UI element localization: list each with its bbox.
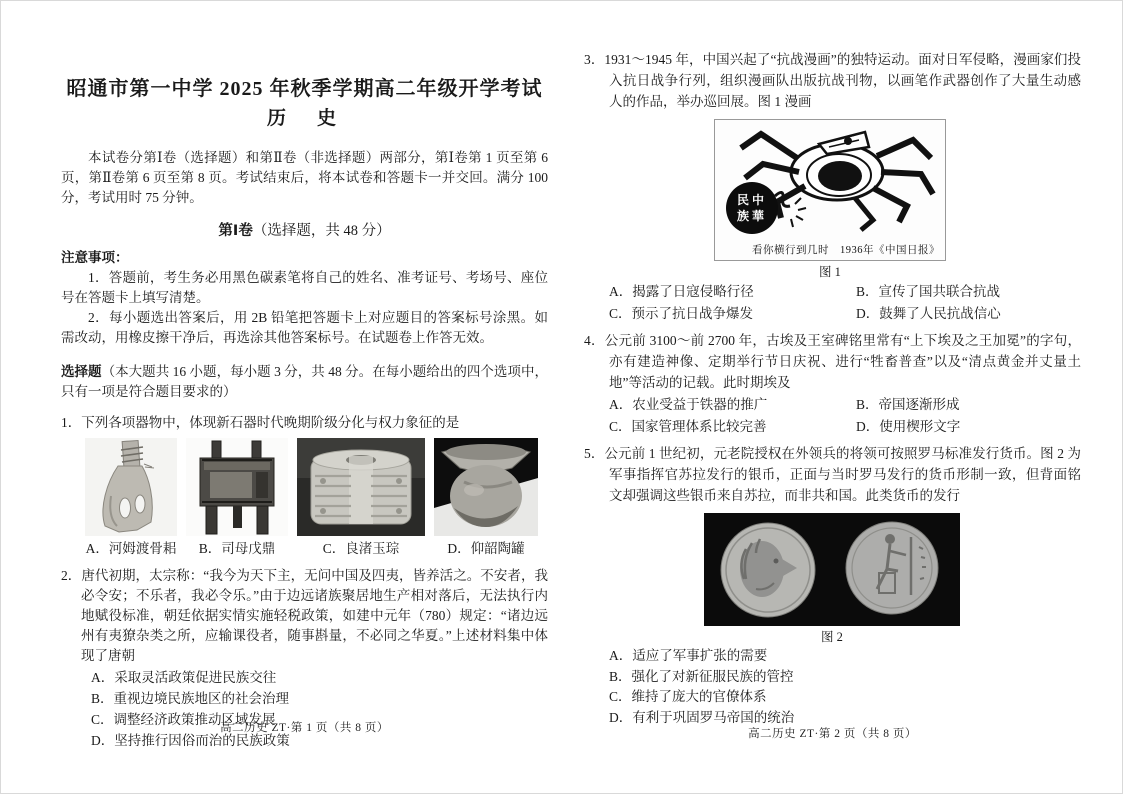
mcq-instructions <box>61 362 548 402</box>
question-5 <box>584 443 1081 728</box>
question-1-stem: 1．下列各项器物中，体现新石器时代晚期阶级分化与权力象征的是 <box>61 415 460 430</box>
question-1-option-labels <box>85 540 548 557</box>
question-3-option-d: D．鼓舞了人民抗战信心 <box>856 305 1001 321</box>
question-5-option-c: C．维持了庞大的官僚体系 <box>609 689 767 704</box>
question-2-option-b: B．重视边境民族地区的社会治理 <box>91 691 290 706</box>
figure-2-caption: 图 2 <box>821 630 843 644</box>
artifact-pottery-jar-image <box>434 438 538 536</box>
exam-subject: 历 史 <box>266 108 342 129</box>
bomb-text-row-2: 族華 <box>736 209 768 223</box>
cartoon-inline-caption: 看你横行到几时 1936年《中国日报》 <box>752 245 940 256</box>
page-1 <box>61 1 548 794</box>
question-5-options <box>584 646 1081 728</box>
artifact-bone-spade-image <box>85 438 177 536</box>
exam-intro-paragraph: 本试卷分第Ⅰ卷（选择题）和第Ⅱ卷（非选择题）两部分，第Ⅰ卷第 1 页至第 6 页，第Ⅱ卷第 6 页至第 8 页。考试结束后，将本试卷和答题卡一并交回。满分 100 分，考试用时 75 分钟。 <box>61 150 548 205</box>
question-2-option-d: D．坚持推行因俗而治的民族政策 <box>91 733 290 748</box>
question-2-stem: 2．唐代初期，太宗称：“我今为天下主，无问中国及四夷，皆养活之。不安者，我必令安；不乐者，我必令乐。”由于边远诸族聚居地生产相对落后，无法执行内地赋役标准，朝廷依据实情实施轻税政策，如建中元年（780）规定：“诸边远州有夷獠杂类之所，应输课役者，随事斟量，不必同之华夏。”上述材料集中体现了唐朝 <box>61 568 548 663</box>
bomb-text-row-1: 民中 <box>736 193 768 207</box>
question-5-option-a: A．适应了军事扩张的需要 <box>609 648 768 663</box>
notice-item-1: 1．答题前，考生务必用黑色碳素笔将自己的姓名、准考证号、考场号、座位号在答题卡上填写清楚。 <box>61 270 548 305</box>
question-3-option-c: C．预示了抗日战争爆发 <box>609 305 754 321</box>
question-3-options <box>584 281 1081 324</box>
question-5-option-b: B．强化了对新征服民族的管控 <box>609 668 794 684</box>
mcq-instructions-lead: 选择题 <box>61 364 102 379</box>
artifact-bronze-ding-image <box>186 438 288 536</box>
question-1-figure-row <box>85 438 548 536</box>
question-4 <box>584 330 1081 437</box>
question-1-option-d: D．仰韶陶罐 <box>447 541 525 556</box>
question-1-option-b: B．司母戊鼎 <box>198 541 276 556</box>
figure-1-block <box>714 119 946 280</box>
anti-japanese-crab-cartoon-image <box>714 119 946 261</box>
question-4-option-d: D．使用楔形文字 <box>856 418 961 434</box>
mcq-instructions-rest: （本大题共 16 小题，每小题 3 分，共 48 分。在每小题给出的四个选项中，只有一项是符合题目要求的） <box>61 364 549 399</box>
artifact-jade-cong-image <box>297 438 425 536</box>
question-4-option-c: C．国家管理体系比较完善 <box>609 418 767 434</box>
question-4-options <box>584 394 1081 437</box>
figure-1-caption: 图 1 <box>819 265 841 279</box>
page-1-footer: 高二历史 ZT·第 1 页（共 8 页） <box>220 722 389 734</box>
question-3-option-b: B．宣传了国共联合抗战 <box>856 284 1001 299</box>
question-2-option-a: A．采取灵活政策促进民族交往 <box>91 670 277 685</box>
question-2-option-c: C．调整经济政策推动区域发展 <box>91 712 276 727</box>
question-4-stem: 4．公元前 3100～前 2700 年，古埃及王室碑铭里常有“上下埃及之王加冕”的字句，亦有建造神像、定期举行节日庆祝、进行“牲畜普查”以及“清点黄金并丈量土地”等活动的记载。此时期埃及 <box>584 333 1081 390</box>
question-5-stem: 5．公元前 1 世纪初，元老院授权在外领兵的将领可按照罗马标准发行货币。图 2 为军事指挥官苏拉发行的银币，正面与当时罗马发行的货币形制一致，但背面铭文却强调这些银币来自苏拉，而非共和国。此类货币的发行 <box>584 446 1081 503</box>
question-3-stem: 3．1931～1945 年，中国兴起了“抗战漫画”的独特运动。面对日军侵略，漫画家们投入抗日战争行列，组织漫画队出版抗战刊物，以画笔作武器创作了大量生动感人的作品，举办巡回展。图 1 漫画 <box>584 52 1081 109</box>
section-header-rest: （选择题，共 48 分） <box>252 223 391 239</box>
exam-title: 昭通市第一中学 2025 年秋季学期高二年级开学考试 <box>66 78 543 100</box>
roman-silver-coins-image <box>704 513 960 626</box>
page-2 <box>584 1 1081 794</box>
page-2-footer: 高二历史 ZT·第 2 页（共 8 页） <box>748 728 917 740</box>
question-4-option-a: A．农业受益于铁器的推广 <box>609 397 768 412</box>
question-2-options <box>61 667 548 751</box>
section-header-lead: 第Ⅰ卷 <box>218 223 253 239</box>
notice-item-2: 2．每小题选出答案后，用 2B 铅笔把答题卡上对应题目的答案标号涂黑。如需改动，用橡皮擦干净后，再选涂其他答案标号。在试题卷上作答无效。 <box>61 310 548 345</box>
question-4-option-b: B．帝国逐渐形成 <box>856 397 960 412</box>
question-3-option-a: A．揭露了日寇侵略行径 <box>609 284 754 299</box>
notice-title: 注意事项： <box>61 250 129 265</box>
figure-2-block <box>704 513 960 645</box>
question-1-option-c: C．良渚玉琮 <box>322 541 400 556</box>
section-header <box>61 221 548 241</box>
question-1-option-a: A．河姆渡骨耜 <box>85 541 177 556</box>
question-5-option-d: D．有利于巩固罗马帝国的统治 <box>609 709 795 725</box>
